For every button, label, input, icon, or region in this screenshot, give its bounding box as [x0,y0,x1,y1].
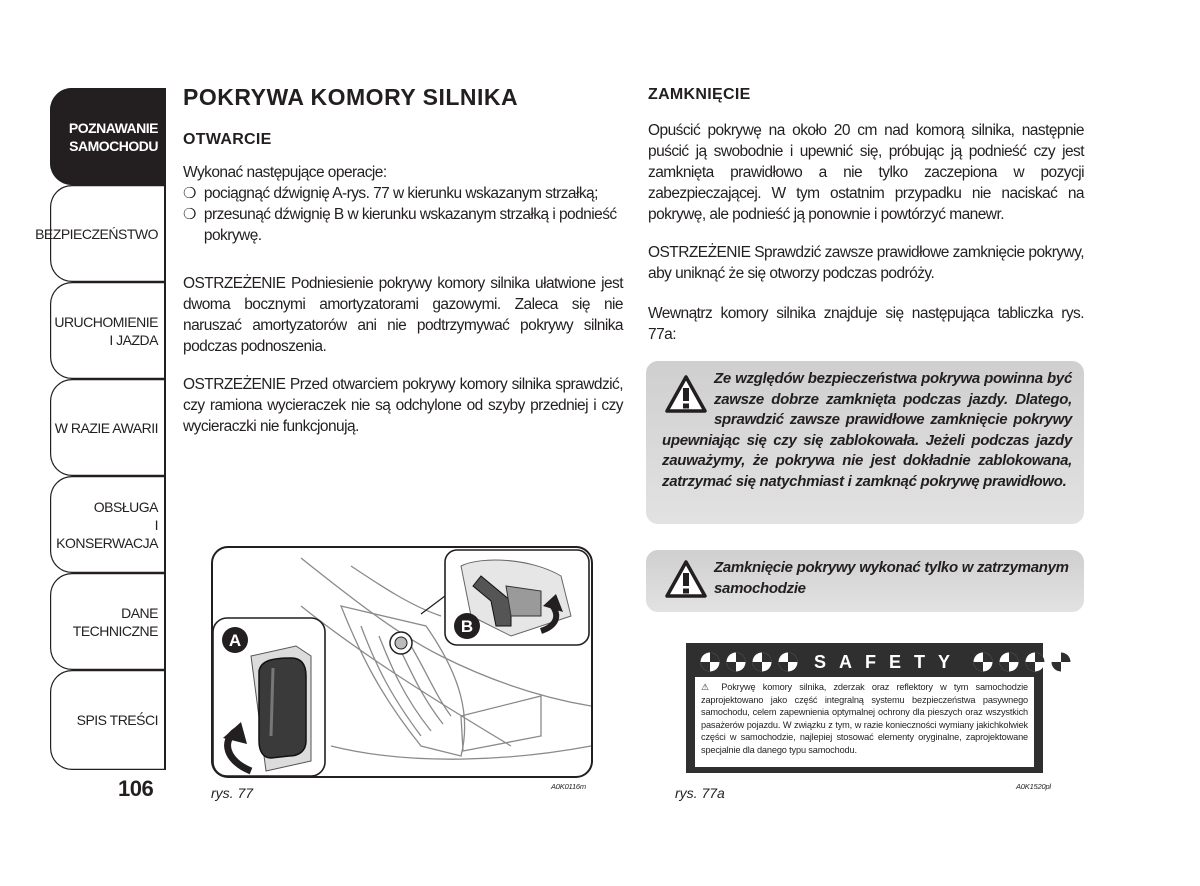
alert-text-body: Ze względów bezpieczeństwa pokrywa powinna być zawsze dobrze zamknięta podczas jazdy. Dlatego, sprawdzić zawsze prawidłowe zamknięcie pokrywy upewniając się czy się zablokowała. Jeżeli podczas jazdy zauważymy, że pokrywa nie jest dokładnie zablokowana, zatrzymać się natychmiast i zamknąć pokrywę prawidłowo. [662,370,1072,490]
tab-w-razie-awarii[interactable]: W RAZIE AWARII [50,379,166,476]
warning-wipers: OSTRZEŻENIE Przed otwarciem pokrywy komory silnika sprawdzić, czy ramiona wycieraczek nie są odchylone od szyby przedniej i czy wycieraczki nie funkcjonują. [183,376,623,435]
safety-plate-header [700,651,1071,673]
label-b: B [460,617,474,636]
warning-check-closure: OSTRZEŻENIE Sprawdzić zawsze prawidłowe zamknięcie pokrywy, aby uniknąć że się otworzy podczas podróży. [648,244,1084,282]
figure-code-77: A0K0116m [551,782,586,791]
section-heading-otwarcie: OTWARCIE [183,131,272,148]
figure-code-77a: A0K1520pl [1016,782,1051,791]
checkered-circle-icon [726,652,746,672]
safety-alert-text [662,369,1072,492]
safety-plate-text: ⚠ Pokrywę komory silnika, zderzak oraz reflektory w tym samochodzie zaprojektowano jako część integralną systemu bezpieczeństwa pasywnego samochodu, celem zapewnienia optymalnej ochrony dla pieszych oraz wszystkich pasażerów pojazdu. W związku z tym, w razie konieczności wymiany jakichkolwiek części w samochodzie, najlepiej stosować elementy oryginalne, zaprojektowane specjalnie dla danego typu samochodu. [695,677,1034,767]
checkered-circle-icon [700,652,720,672]
stationary-alert-text: Zamknięcie pokrywy wykonać tylko w zatrzymanym samochodzie [714,559,1069,597]
checkered-circle-icon [778,652,798,672]
intro-text: Wykonać następujące operacje: [183,164,387,181]
circle-bullet-icon: ❍ [183,185,196,202]
tab-poznawanie-samochodu[interactable]: POZNAWANIE SAMOCHODU [50,88,166,185]
stationary-alert-box [646,550,1084,612]
circle-bullet-icon: ❍ [183,206,196,223]
tab-uruchomienie-i-jazda[interactable]: URUCHOMIENIE I JAZDA [50,282,166,379]
tab-spis-tresci[interactable]: SPIS TREŚCI [50,670,166,770]
safety-plate [686,643,1043,773]
list-item [183,183,623,204]
figure-caption-77: rys. 77 [211,785,254,801]
checkered-circle-icon [973,652,993,672]
bullet-text: przesunąć dźwignię B w kierunku wskazanym strzałką i podnieść pokrywę. [203,206,617,244]
tab-edge-line [164,185,166,770]
closing-instructions: Opuścić pokrywę na około 20 cm nad komorą silnika, następnie puścić ją swobodnie i upewnić się, próbując ją podnieść czy jest zamknięta prawidłowo a nie tylko zaczepiona w pozycji zabezpieczającej. W tym ostatnim przypadku nie naciskać na pokrywę, ale podnieść ją ponownie i powtórzyć manewr. [648,122,1084,223]
checkered-circle-icon [1051,652,1071,672]
checkered-circle-icon [1025,652,1045,672]
safety-title: SAFETY [814,651,964,672]
page-number: 106 [118,776,154,801]
tab-dane-techniczne[interactable]: DANE TECHNICZNE [50,573,166,670]
bullet-text: pociągnąć dźwignię A-rys. 77 w kierunku wskazanym strzałką; [203,185,598,202]
checkered-circle-icon [999,652,1019,672]
warning-gas-struts: OSTRZEŻENIE Podniesienie pokrywy komory silnika ułatwione jest dwoma bocznymi amortyzatorami gazowymi. Zaleca się nie naruszać amortyzatorów ani nie podtrzymywać pokrywy silnika podczas podnoszenia. [183,275,623,355]
checkered-circle-icon [752,652,772,672]
tab-bezpieczenstwo[interactable]: BEZPIECZEŃSTWO [50,185,166,282]
list-item [183,204,623,246]
label-a: A [228,631,242,650]
warning-triangle-icon [664,559,708,599]
safety-alert-box [646,361,1084,524]
figure-hood-release-levers [211,546,593,778]
page-title: POKRYWA KOMORY SILNIKA [183,84,519,110]
opening-instructions [183,162,623,246]
tab-obsluga-i-konserwacja[interactable]: OBSŁUGA I KONSERWACJA [50,476,166,573]
figure-caption-77a: rys. 77a [675,785,725,801]
plate-intro: Wewnątrz komory silnika znajduje się następująca tabliczka rys. 77a: [648,305,1084,343]
section-heading-zamkniecie: ZAMKNIĘCIE [648,86,751,103]
